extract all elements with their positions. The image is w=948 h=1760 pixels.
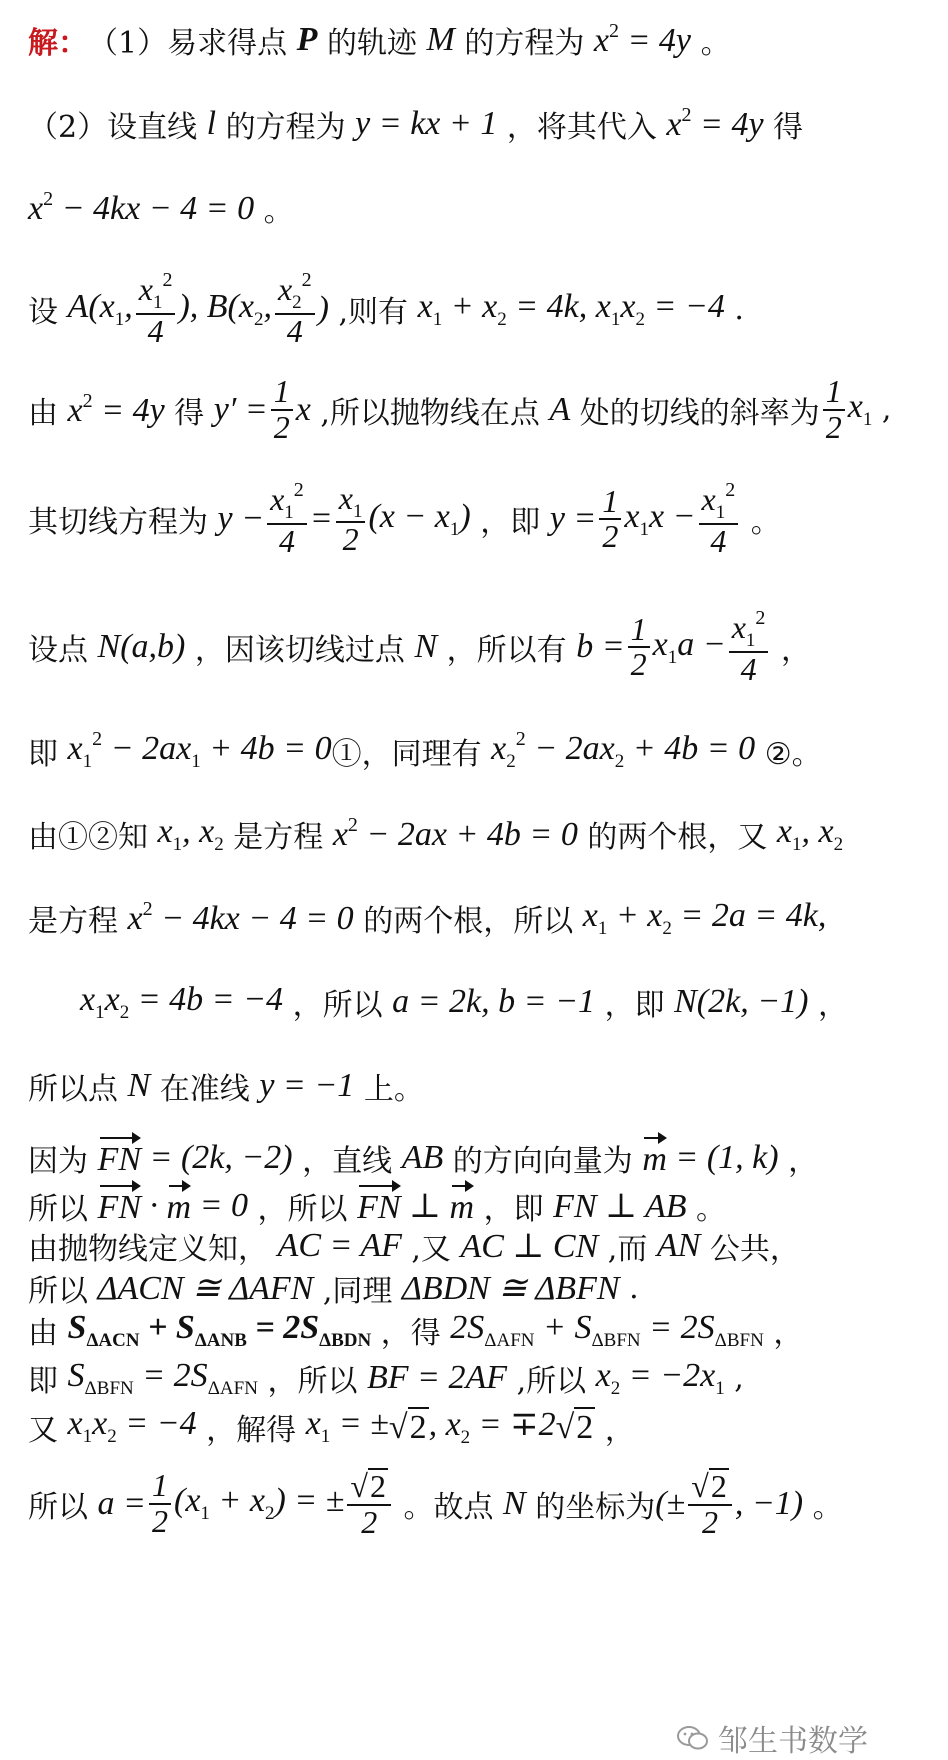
solution-line-17: 由 $S_{\Delta ACN} + S_{\Delta ANB} = 2S_{\Delta BDN}$ ，得 $2S_{\Delta AFN} + S_{\Delta BFN} = 2S_{\Delta BFN}$ ， [28, 1308, 804, 1351]
solution-line-20: 所以 a = $\frac{1}{2}$ $(x_1 + x_2)$ = ± √ 2 2 。故点 N 的坐标为 (± √ 2 2 , −1) 。 [28, 1467, 843, 1540]
solution-line-2: （2）设直线 l 的方程为 y = kx + 1 ，将其代入 $x^2 = 4y$ 得 [28, 104, 804, 145]
wechat-icon [676, 1724, 710, 1752]
solution-line-11: $x_1x_2 = 4b = -4$ ，所以 a = 2k, b = −1 ，即 N(2k, −1) ， [80, 980, 849, 1023]
solution-line-1: 解： （1）易求得点 P 的轨迹 M 的方程为 $x^2 = 4y$ 。 [28, 20, 731, 61]
solution-line-15: 由抛物线定义知， AC = AF ,又 AC ⊥ CN ,而 AN 公共， [28, 1227, 800, 1267]
solution-line-4: 设 $A(x_1$, $\frac{x_1^2}{4}$ ), $B(x_2$, $\frac{x_2^2}{4}$ ) ,则有 $x_1 + x_2 = 4k$, $x_1x_2 = -4$ . [28, 269, 744, 349]
watermark-text: 邹生书数学 [718, 1724, 868, 1759]
solution-line-6: 其切线方程为 y − $\frac{x_1^2}{4}$ = $\frac{x_1}{2}$ $(x - x_1)$ ，即 y = $\frac{1}{2}$ $x_1x$ − $\frac{x_1^2}{4}$ 。 [28, 479, 781, 559]
solution-line-12: 所以点 N 在准线 y = −1 上。 [28, 1067, 424, 1107]
solution-line-16: 所以 ΔACN ≅ ΔAFN ,同理 ΔBDN ≅ ΔBFN . [28, 1270, 639, 1309]
solution-line-14: 所以 FN · m = 0 ，所以 FN ⊥ m ，即 FN ⊥ AB 。 [28, 1187, 727, 1227]
solution-line-5: 由 $x^2 = 4y$ 得 y′ = $\frac{1}{2}$ x ,所以抛物线在点 A 处的切线的斜率为 $\frac{1}{2}$ $x_1$ , [28, 373, 892, 445]
solution-line-9: 由①②知 $x_1$, $x_2$ 是方程 $x^2 - 2ax + 4b = 0$ 的两个根，又 $x_1$, $x_2$ [28, 812, 844, 855]
solution-line-3: $x^2 - 4kx - 4 = 0$ 。 [28, 188, 294, 229]
watermark [676, 1716, 868, 1760]
solution-line-18: 即 $S_{\Delta BFN} = 2S_{\Delta AFN}$ ，所以 BF = 2AF ,所以 $x_2 = -2x_1$ , [28, 1356, 744, 1399]
solution-line-8: 即 $x_1^2 - 2ax_1 + 4b = 0$ ①，同理有 $x_2^2 - 2ax_2 + 4b = 0$ ②。 [28, 728, 822, 772]
solution-line-7: 设点 N(a,b) ，因该切线过点 N ，所以有 b = $\frac{1}{2}$ $x_1a$ − $\frac{x_1^2}{4}$ ， [28, 607, 811, 687]
solution-line-19: 又 $x_1x_2 = -4$ ，解得 $x_1$ = ± √ 2 , $x_2 = \mp 2$ √ 2 ， [28, 1405, 635, 1448]
solution-line-10: 是方程 $x^2 - 4kx - 4 = 0$ 的两个根，所以 $x_1 + x_2 = 2a = 4k$, [28, 896, 827, 939]
solution-line-13: 因为 FN = (2k, −2) ，直线 AB 的方向向量为 m = (1, k) ， [28, 1139, 819, 1179]
solution-label: 解： [28, 26, 88, 61]
